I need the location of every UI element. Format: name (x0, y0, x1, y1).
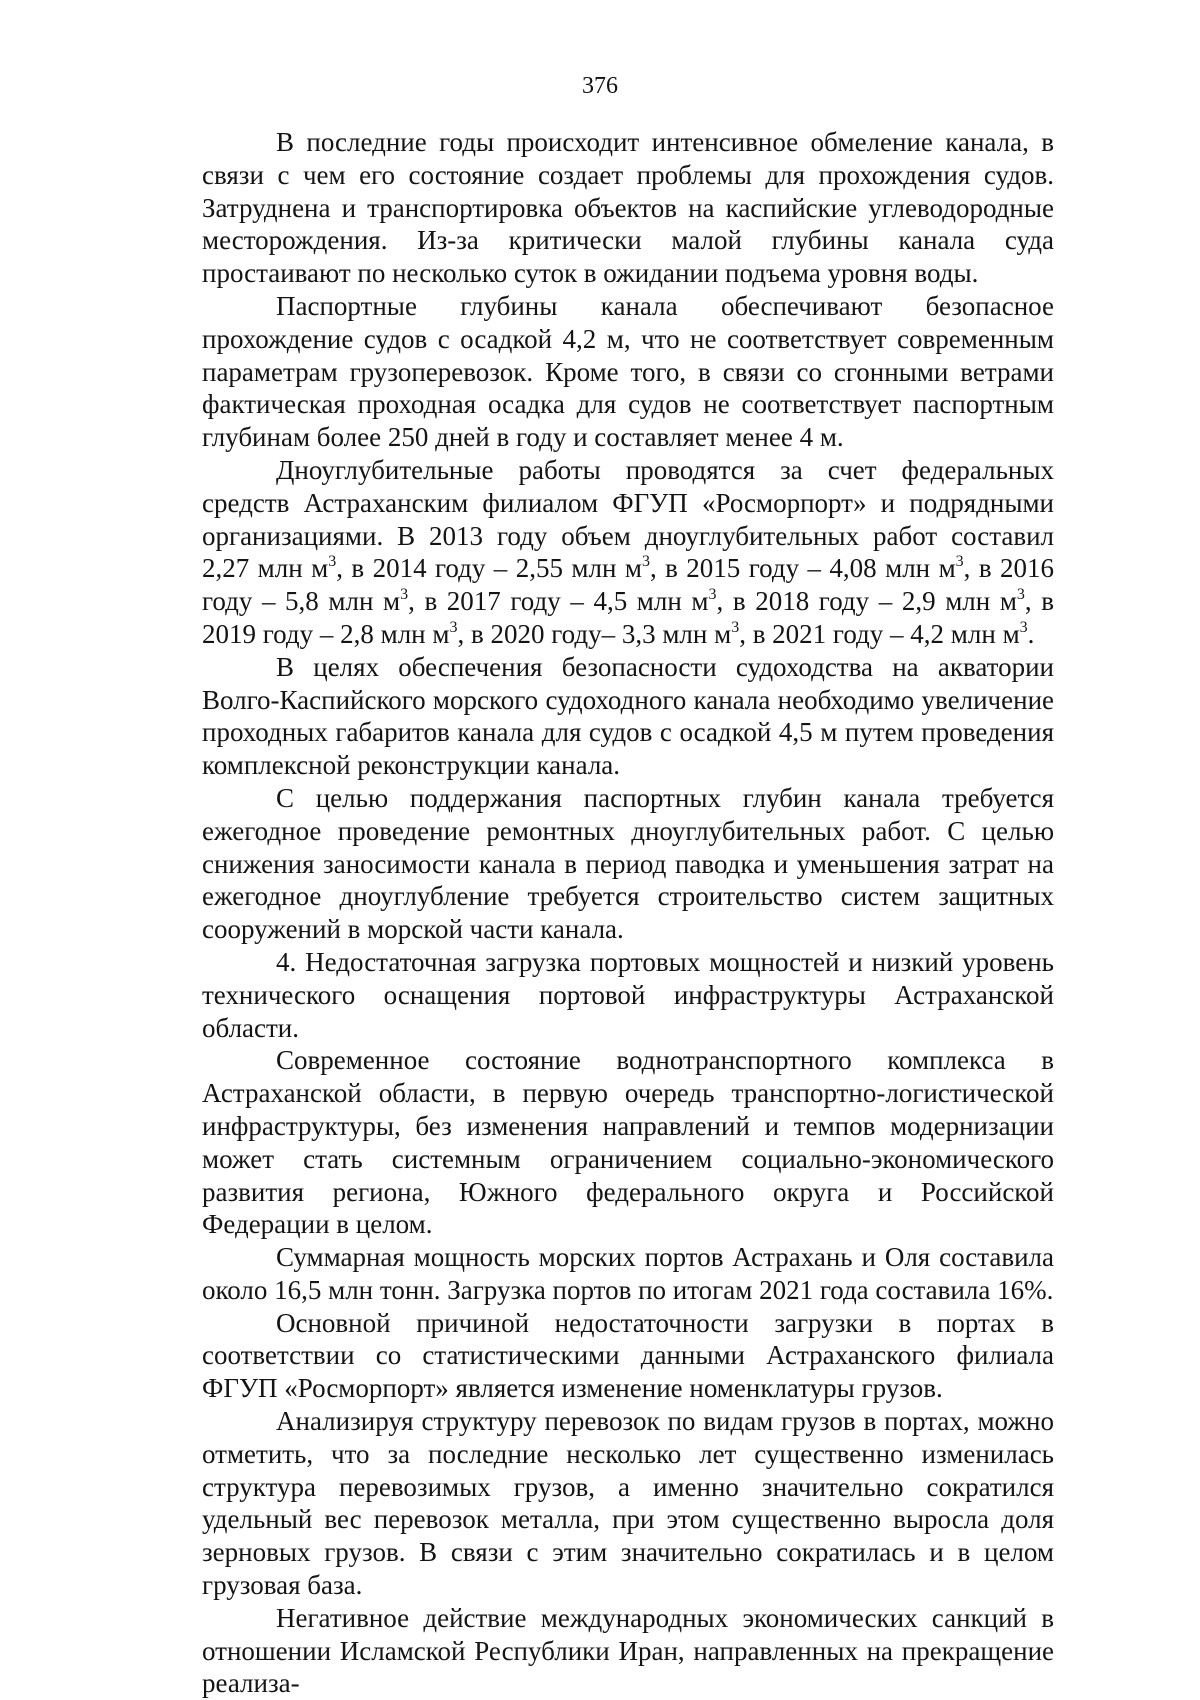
paragraph-sanctions: Негативное действие международных экономических санкций в отношении Исламской Республики Иран, направленных на прекращение реализа- (202, 1602, 1054, 1699)
paragraph-passport-depths: Паспортные глубины канала обеспечивают безопасное прохождение судов с осадкой 4,2 м, что не соответствует современным параметрам грузоперевозок. Кроме того, в связи со сгонными ветрами фактическая проходная осадка для судов не соответствует паспортным глубинам более 250 дней в году и составляет менее 4 м. (202, 290, 1054, 453)
unit-cubic-meter: $м^3$ (432, 618, 458, 649)
paragraph-cargo-structure: Анализируя структуру перевозок по видам грузов в портах, можно отметить, что за последние несколько лет существенно изменилась структура перевозимых грузов, а именно значительно сократился удельный вес перевозок металла, при этом существенно выросла доля зерновых грузов. В связи с этим значительно сократилась и в целом грузовая база. (202, 1406, 1054, 1601)
body-text (202, 126, 1054, 1700)
unit-cubic-meter: $м^3$ (999, 586, 1025, 617)
unit-cubic-meter: $м^3$ (311, 553, 337, 584)
paragraph-repair-dredging: С целью поддержания паспортных глубин канала требуется ежегодное проведение ремонтных дноуглубительных работ. С целью снижения заносимости канала в период паводка и уменьшения затрат на ежегодное дноуглубление требуется строительство систем защитных сооружений в морской части канала. (202, 782, 1054, 945)
unit-cubic-meter: $м^3$ (1002, 618, 1028, 649)
paragraph-water-transport-state: Современное состояние воднотранспортного комплекса в Астраханской области, в первую очередь транспортно-логистической инфраструктуры, без изменения направлений и темпов модернизации может стать системным ограничением социально-экономического развития региона, Южного федерального округа и Российской Федерации в целом. (202, 1045, 1054, 1240)
unit-cubic-meter: $м^3$ (624, 553, 650, 584)
paragraph-port-capacity: Суммарная мощность морских портов Астрахань и Оля составила около 16,5 млн тонн. Загрузка портов по итогам 2021 года составила 16%. (202, 1242, 1054, 1305)
paragraph-cargo-nomenclature: Основной причиной недостаточности загрузки в портах в соответствии со статистическими данными Астраханского филиала ФГУП «Росморпорт» является изменение номенклатуры грузов. (202, 1307, 1054, 1404)
unit-cubic-meter: $м^3$ (383, 586, 409, 617)
paragraph-canal-reconstruction: В целях обеспечения безопасности судоходства на акватории Волго-Каспийского морского судоходного канала необходимо увеличение проходных габаритов канала для судов с осадкой 4,5 м путем проведения комплексной реконструкции канала. (202, 651, 1054, 781)
unit-cubic-meter: $м^3$ (714, 618, 740, 649)
unit-cubic-meter: $м^3$ (691, 586, 717, 617)
unit-cubic-meter: $м^3$ (938, 553, 964, 584)
paragraph-canal-shallowing: В последние годы происходит интенсивное обмеление канала, в связи с чем его состояние создает проблемы для прохождения судов. Затруднена и транспортировка объектов на каспийские углеводородные месторождения. Из-за критически малой глубины канала суда простаивают по несколько суток в ожидании подъема уровня воды. (202, 127, 1054, 289)
page-number: 376 (582, 73, 618, 99)
paragraph-dredging-volumes: Дноуглубительные работы проводятся за счет федеральных средств Астраханским филиалом ФГУП «Росморпорт» и подрядными организациями. В 2013 году объем дноуглубительных работ составил 2,27 млн $м^3$, в 2014 году – 2,55 млн $м^3$, в 2015 году – 4,08 млн $м^3$, в 2016 году – 5,8 млн $м^3$, в 2017 году – 4,5 млн $м^3$, в 2018 году – 2,9 млн $м^3$, в 2019 году – 2,8 млн $м^3$, в 2020 году– 3,3 млн $м^3$, в 2021 году – 4,2 млн $м^3$. (202, 454, 1055, 649)
paragraph-item-4-heading: 4. Недостаточная загрузка портовых мощностей и низкий уровень технического оснащения портовой инфраструктуры Астраханской области. (202, 946, 1054, 1043)
